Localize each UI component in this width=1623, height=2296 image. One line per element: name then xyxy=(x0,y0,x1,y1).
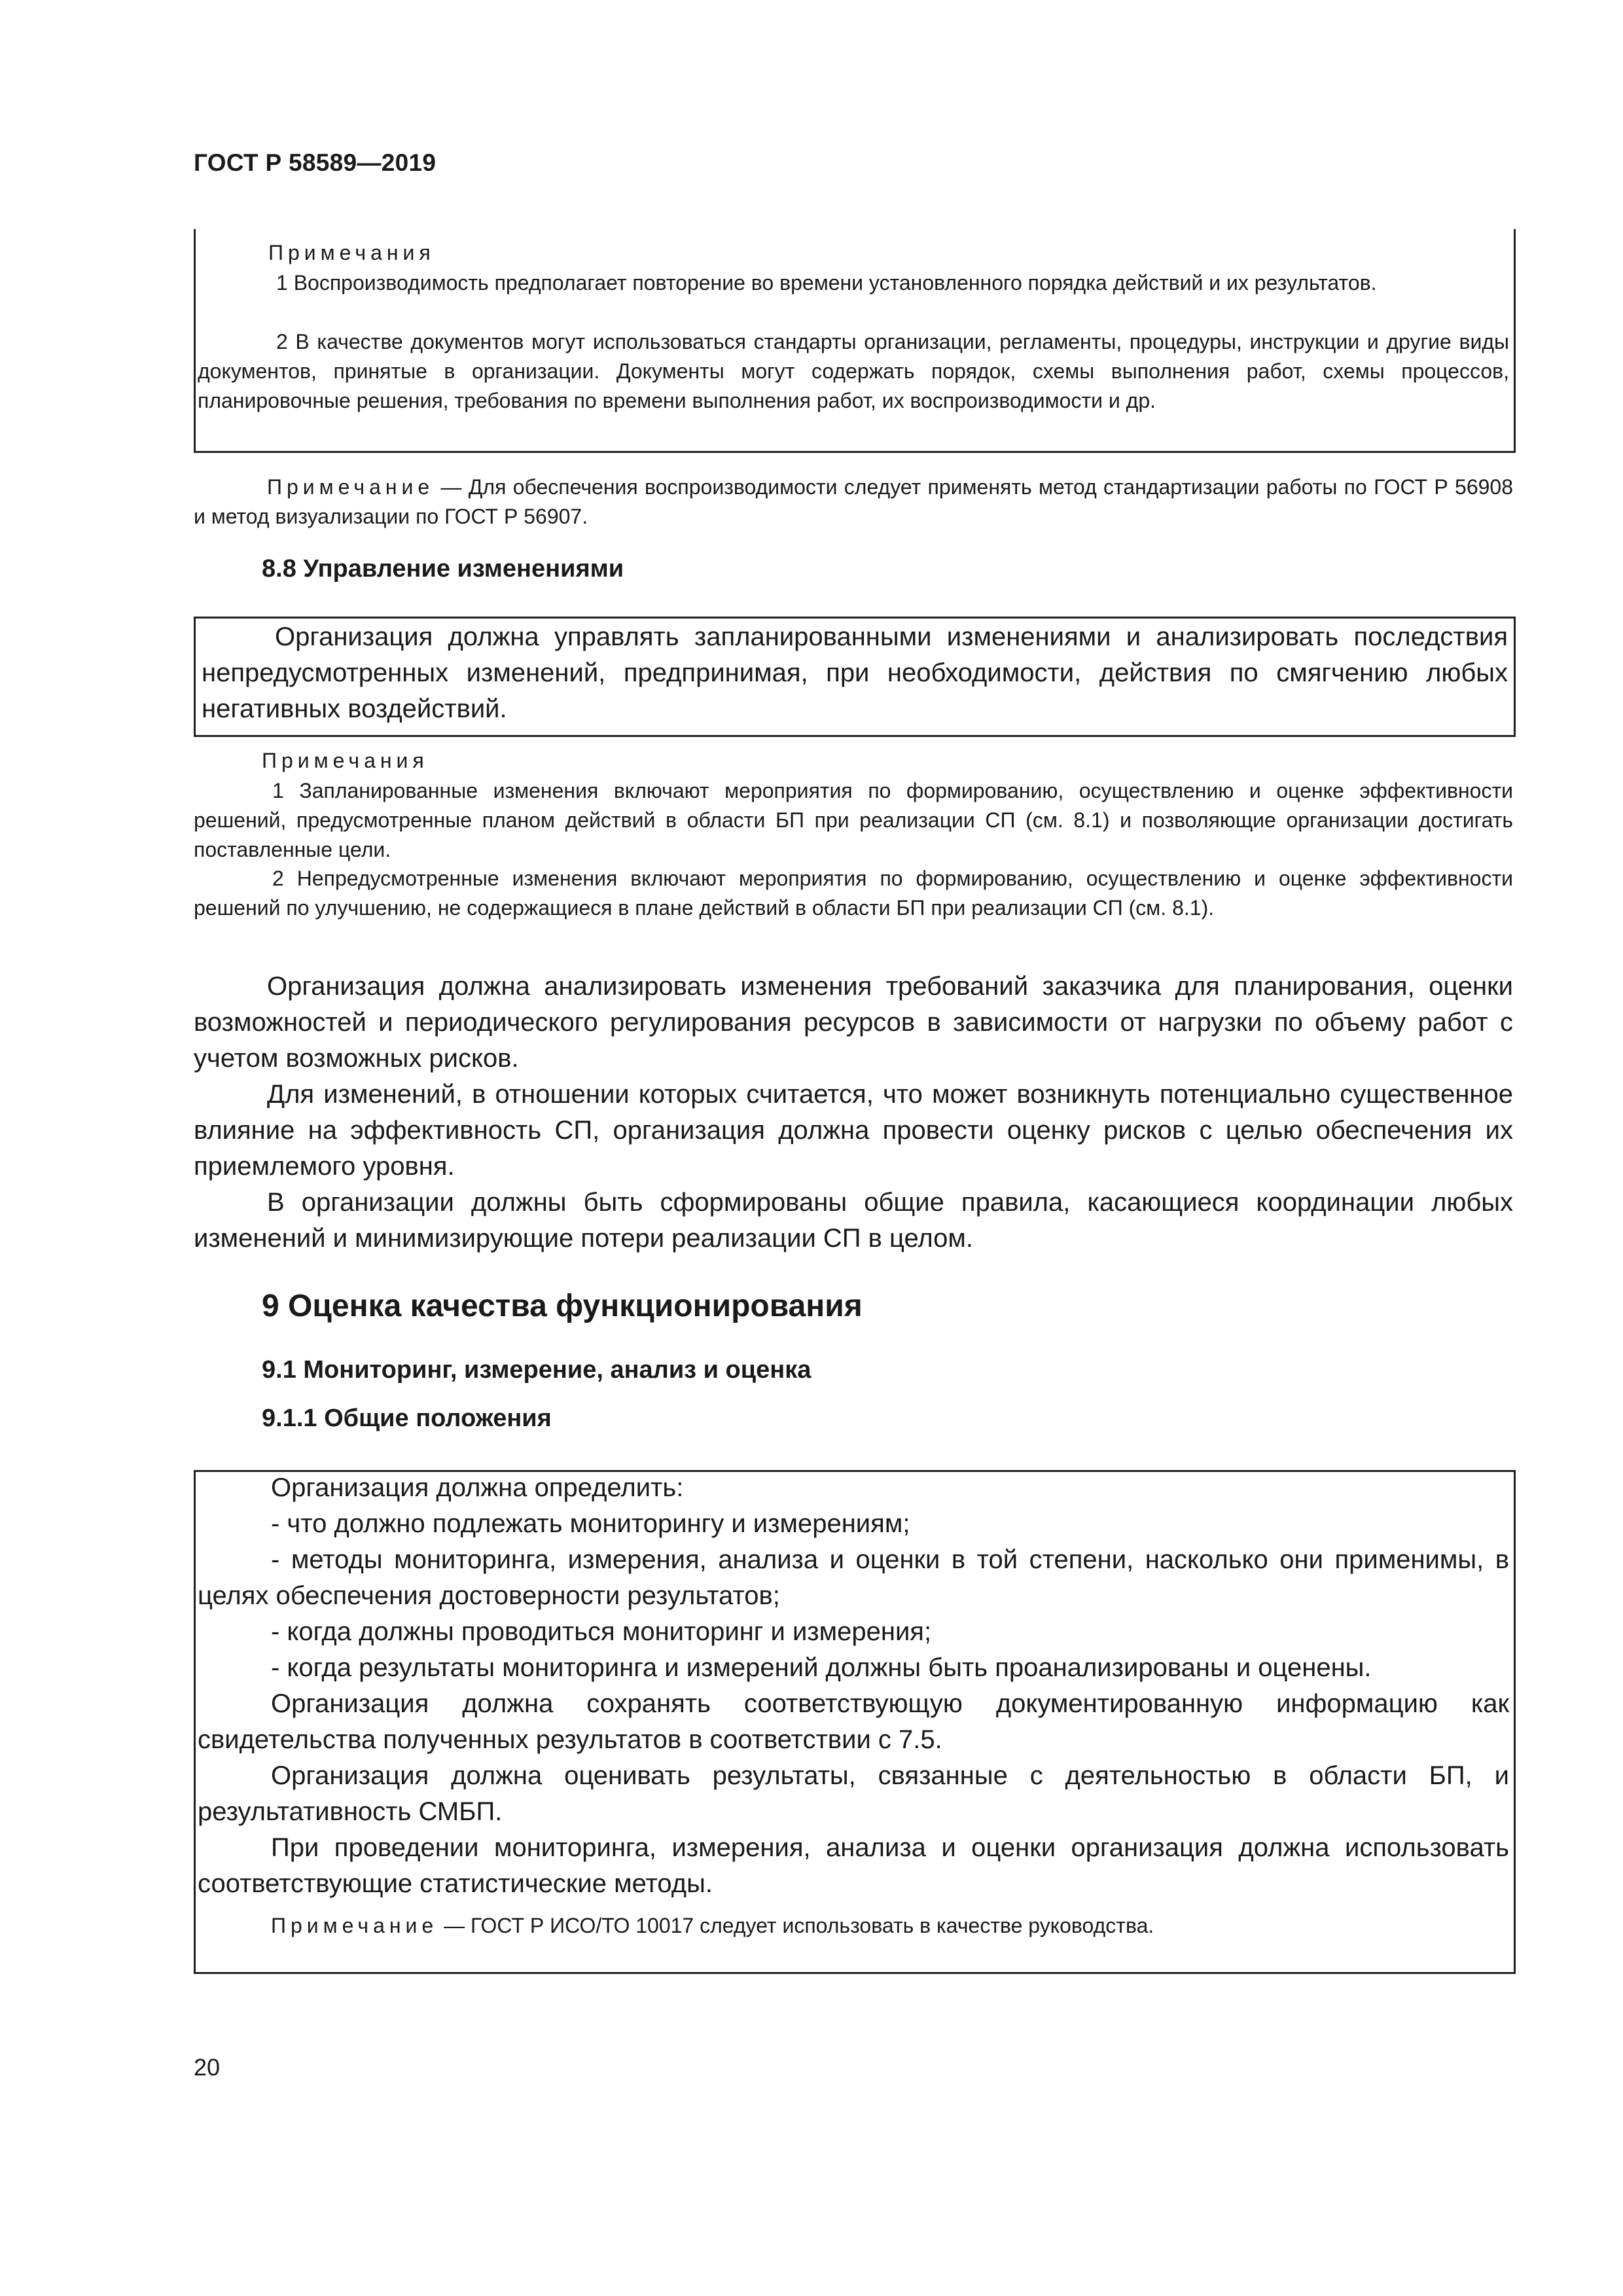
note-item: 1 Запланированные изменения включают мероприятия по формированию, осуществлению и оценке эффективности решений, предусмотренные планом действий в области БП при реализации СП (см. 8.1) и позволяющие организации достигать поставленные цели. xyxy=(194,779,1513,861)
box-paragraph: Организация должна сохранять соответствующую документированную информацию как свидетельства полученных результатов в соответствии с 7.5. xyxy=(198,1689,1509,1754)
note-item: 2 В качестве документов могут использоваться стандарты организации, регламенты, процедуры, инструкции и другие виды документов, принятые в организации. Документы могут содержать порядок, схемы выполнения работ, схемы процессов, планировочные решения, требования по времени выполнения работ, их воспроизводимости и др. xyxy=(198,330,1509,412)
note-item: 1 Воспроизводимость предполагает повторение во времени установленного порядка действий и их результатов. xyxy=(276,271,1377,295)
list-item: - когда должны проводиться мониторинг и измерения; xyxy=(271,1617,932,1646)
list-item: - что должно подлежать мониторингу и измерениям; xyxy=(271,1509,910,1538)
list-item: - когда результаты мониторинга и измерений должны быть проанализированы и оценены. xyxy=(271,1653,1372,1682)
subsection-heading: 9.1.1 Общие положения xyxy=(262,1405,552,1432)
body-paragraph: В организации должны быть сформированы общие правила, касающиеся координации любых изменений и минимизирующие потери реализации СП в целом. xyxy=(194,1188,1513,1253)
page-number: 20 xyxy=(194,2054,221,2081)
note-text: — ГОСТ Р ИСО/ТО 10017 следует использовать в качестве руководства. xyxy=(438,1914,1154,1937)
note-text: — Для обеспечения воспроизводимости следует применять метод стандартизации работы по ГОСТ Р 56908 и метод визуализации по ГОСТ Р 56907. xyxy=(194,475,1513,528)
section-heading: 8.8 Управление изменениями xyxy=(262,555,624,583)
requirement-text: Организация должна управлять запланированными изменениями и анализировать последствия непредусмотренных изменений, предпринимая, при необходимости, действия по смягчению любых негативных воздействий. xyxy=(202,622,1508,723)
body-paragraph: Организация должна анализировать изменения требований заказчика для планирования, оценки возможностей и периодического регулирования ресурсов в зависимости от нагрузки по объему работ с учетом возможных рисков. xyxy=(194,972,1513,1073)
box-paragraph: При проведении мониторинга, измерения, анализа и оценки организация должна использовать соответствующие статистические методы. xyxy=(198,1833,1509,1898)
chapter-heading: 9 Оценка качества функционирования xyxy=(262,1289,863,1323)
box-paragraph: Организация должна оценивать результаты, связанные с деятельностью в области БП, и результативность СМБП. xyxy=(198,1761,1509,1826)
list-item: - методы мониторинга, измерения, анализа и оценки в той степени, насколько они применимы, в целях обеспечения достоверности результатов; xyxy=(198,1545,1509,1610)
note-label: Примечание xyxy=(271,1914,438,1937)
document-header: ГОСТ Р 58589—2019 xyxy=(194,149,437,176)
box-intro: Организация должна определить: xyxy=(271,1473,684,1502)
note-label: Примечание xyxy=(267,475,435,499)
note-item: 2 Непредусмотренные изменения включают мероприятия по формированию, осуществлению и оценке эффективности решений по улучшению, не содержащиеся в плане действий в области БП при реализации СП (см. 8.1). xyxy=(194,867,1513,920)
body-paragraph: Для изменений, в отношении которых считается, что может возникнуть потенциально существенное влияние на эффективность СП, организация должна провести оценку рисков с целью обеспечения их приемлемого уровня. xyxy=(194,1080,1513,1181)
notes-heading: Примечания xyxy=(268,241,435,264)
notes-heading: Примечания xyxy=(262,749,429,772)
note-paragraph xyxy=(194,473,1513,531)
section-heading: 9.1 Мониторинг, измерение, анализ и оценка xyxy=(262,1356,812,1384)
note-paragraph xyxy=(198,1911,1509,1941)
